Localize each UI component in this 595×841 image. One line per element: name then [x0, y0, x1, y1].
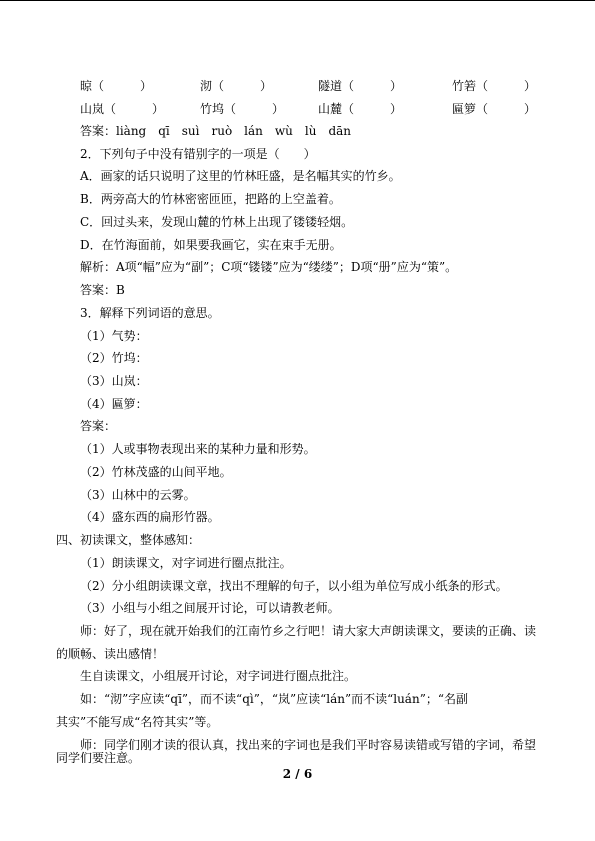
option-c: C．回过头来，发现山麓的竹林上出现了镂镂轻烟。 [80, 215, 354, 229]
q3-item-2: （2）竹坞： [80, 351, 148, 365]
grid-cell-suidao: 隧道（ ） [318, 79, 403, 93]
grid-cell-qi: 沏（ ） [200, 79, 273, 93]
option-a: A．画家的话只说明了这里的竹林旺盛，是名幅其实的竹乡。 [80, 169, 401, 183]
answer-3-item-3: （3）山林中的云雾。 [80, 488, 196, 502]
grid-cell-zhuruo: 竹箬（ ） [452, 79, 537, 93]
answer-3-label: 答案： [80, 419, 117, 433]
question-3: 3．解释下列词语的意思。 [80, 306, 220, 320]
option-b: B．两旁高大的竹林密密匝匝，把路的上空盖着。 [80, 192, 341, 206]
section-4-step-3: （3）小组与小组之间展开讨论，可以请教老师。 [80, 601, 340, 615]
q3-item-1: （1）气势： [80, 329, 148, 343]
example-para-line-2: 其实”不能写成“名符其实”等。 [56, 715, 219, 729]
grid-cell-shanlan: 山岚（ ） [80, 102, 165, 116]
student-para: 生自读课文，小组展开讨论，对字词进行圈点批注。 [80, 669, 357, 683]
grid-cell-zhuwu: 竹坞（ ） [200, 102, 285, 116]
grid-cell-shanlu: 山麓（ ） [318, 102, 403, 116]
grid-cell-liang: 晾（ ） [80, 79, 153, 93]
section-4-step-1: （1）朗读课文，对字词进行圈点批注。 [80, 556, 292, 570]
section-4-step-2: （2）分小组朗读课文章，找出不理解的句子，以小组为单位写成小纸条的形式。 [80, 579, 508, 593]
q3-item-3: （3）山岚： [80, 374, 148, 388]
example-para-line-1: 如：“沏”字应读“qī”，而不读“qì”，“岚”应读“lán”而不读“luán”；“名副 [80, 692, 468, 706]
section-4-heading: 四、初读课文，整体感知： [56, 533, 201, 547]
grid-cell-biandan: 匾箩（ ） [452, 102, 537, 116]
analysis: 解析：A项“幅”应为“副”；C项“镂镂”应为“缕缕”；D项“册”应为“策”。 [80, 260, 458, 274]
answer-3-item-4: （4）盛东西的扁形竹器。 [80, 510, 220, 524]
answer-pinyin: 答案：liàng qī suì ruò lán wù lù dān [80, 124, 352, 138]
teacher-para-2-line-1: 师：同学们刚才读的很认真，找出来的字词也是我们平时容易读错或写错的字词，希望 [80, 738, 537, 752]
top-rule [0, 0, 595, 1]
teacher-para-1-line-2: 的顺畅、读出感情！ [56, 647, 165, 661]
teacher-para-2-line-2: 同学们要注意。 [56, 751, 141, 765]
answer-2: 答案：B [80, 283, 125, 297]
page-number: 2 / 6 [282, 767, 313, 781]
teacher-para-1-line-1: 师：好了，现在就开始我们的江南竹乡之行吧！请大家大声朗读课文，要读的正确、读 [80, 624, 537, 638]
option-d: D．在竹海面前，如果要我画它，实在束手无册。 [80, 238, 342, 252]
answer-3-item-1: （1）人或事物表现出来的某种力量和形势。 [80, 442, 316, 456]
question-2: 2．下列句子中没有错别字的一项是（ ） [80, 147, 316, 161]
answer-3-item-2: （2）竹林茂盛的山间平地。 [80, 465, 232, 479]
q3-item-4: （4）匾箩： [80, 397, 148, 411]
